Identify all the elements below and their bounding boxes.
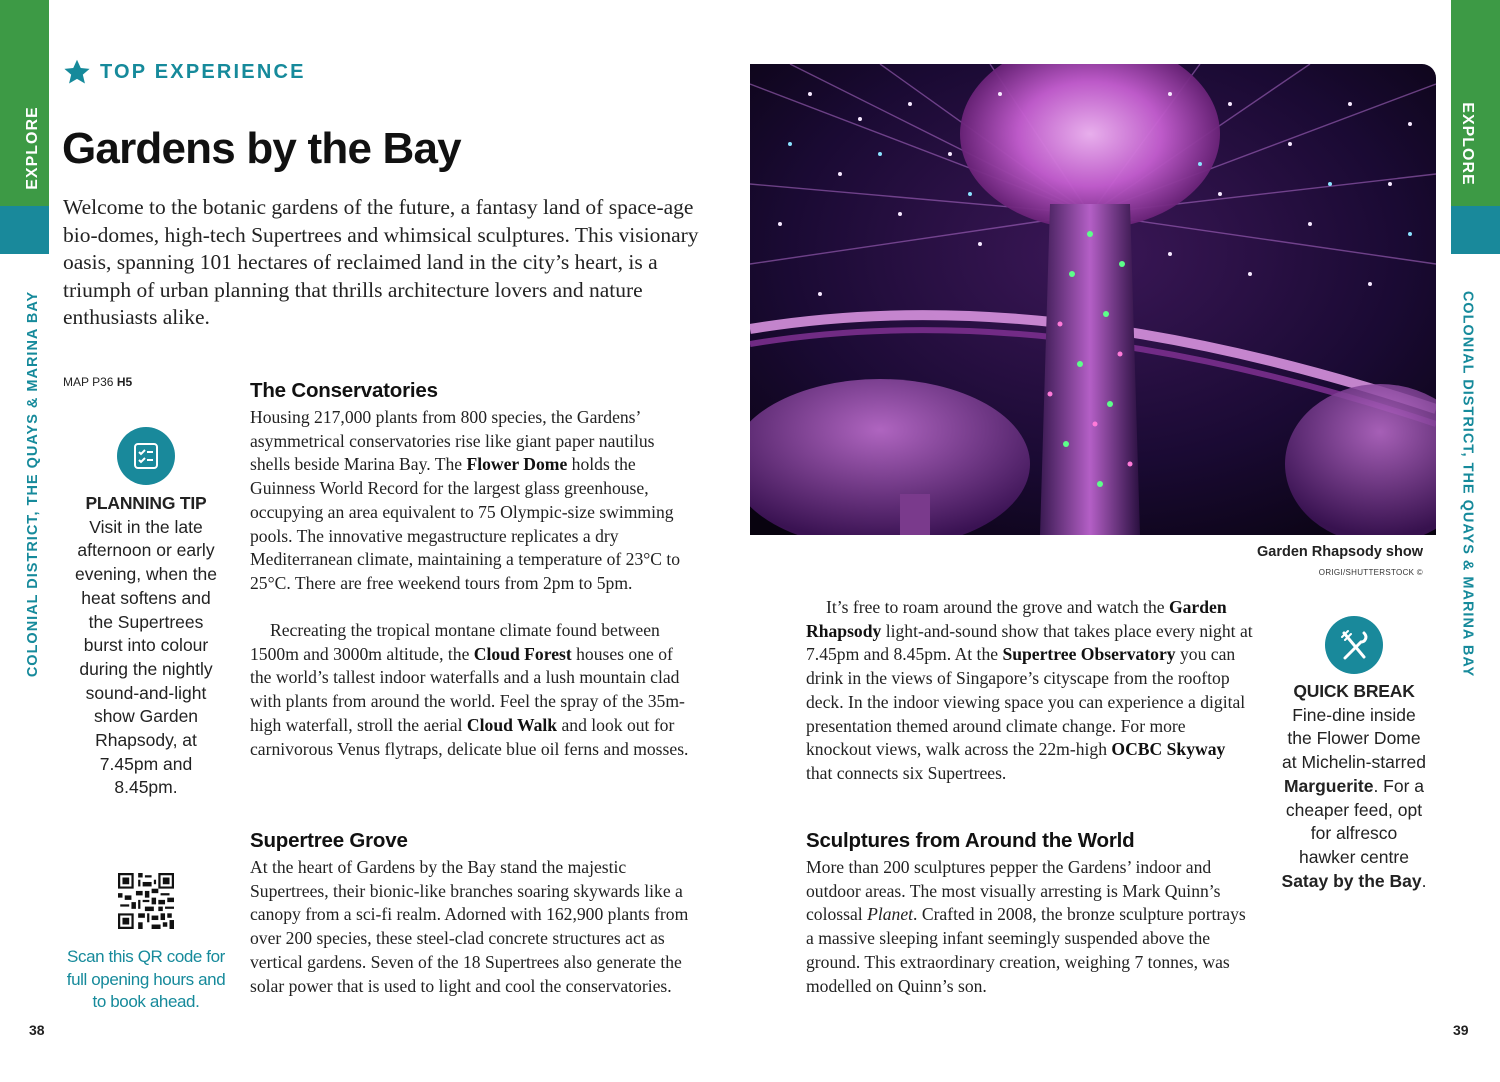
section-running-head-right: COLONIAL DISTRICT, THE QUAYS & MARINA BAY <box>1459 290 1476 678</box>
cutlery-icon <box>1325 616 1383 674</box>
supertree-observatory-term: Supertree Observatory <box>1002 644 1176 665</box>
explore-tab-label-right: EXPLORE <box>1459 102 1476 186</box>
cloud-forest-term: Cloud Forest <box>473 643 572 664</box>
supertree-grove-paragraph: At the heart of Gardens by the Bay stand the majestic Supertrees, their bionic-like branches soaring skywards like a canopy from a sci-fi realm. Adorned with 162,900 plants from over 200 species, these steel-clad concrete structures act as vertical gardens. Seven of the 18 Supertrees also generate the solar power that is used to light and cool the conservatories. <box>250 857 689 996</box>
quick-break-label: QUICK BREAK <box>1293 681 1415 701</box>
planet-title: Planet <box>867 904 914 925</box>
planning-tip-box <box>70 492 222 800</box>
section-running-head: COLONIAL DISTRICT, THE QUAYS & MARINA BAY <box>24 290 41 678</box>
page-number-right: 39 <box>1453 1022 1469 1038</box>
conservatories-paragraph-1: Housing 217,000 plants from 800 species, the Gardens’ asymmetrical conservatories rise like giant paper nautilus shells beside Marina Bay. The Flower Dome holds the Guinness World Record for the largest glass greenhouse, occupying an area equivalent to 75 Olympic-size swimming pools. The innovative megastructure replicates a dry Mediterranean climate, maintaining a temperature of 23°C to 25°C. There are free weekend tours from 2pm to 5pm. <box>250 407 681 593</box>
star-icon <box>62 58 92 86</box>
planning-tip-text: Visit in the late afternoon or early evening, when the heat softens and the Supertrees burst into colour during the nightly sound-and-light show Garden Rhapsody, at 7.45pm and 8.45pm. <box>74 516 218 798</box>
marguerite-term: Marguerite <box>1283 775 1374 796</box>
sculptures-heading: Sculptures from Around the World <box>806 829 1135 852</box>
intro-paragraph: Welcome to the botanic gardens of the future, a fantasy land of space-age bio-domes, high-tech Supertrees and whimsical sculptures. This visionary oasis, spanning 101 hectares of reclaimed land in the city’s heart, is a triumph of urban planning that thrills architecture lovers and nature enthusiasts alike. <box>63 195 699 330</box>
sculptures-paragraph: More than 200 sculptures pepper the Gardens’ indoor and outdoor areas. The most visually arresting is Mark Quinn’s colossal Planet. Crafted in 2008, the bronze sculpture portrays a massive sleeping infant seemingly suspended above the ground. This extraordinary creation, weighing 7 tonnes, was modelled on Quinn’s son. <box>806 857 1246 996</box>
page-title: Gardens by the Bay <box>62 124 461 173</box>
flower-dome-term: Flower Dome <box>466 454 568 475</box>
conservatories-paragraph-2: Recreating the tropical montane climate found between 1500m and 3000m altitude, the Cloud Forest houses one of the world’s tallest indoor waterfalls and a lush mountain clad with plants from around the world. Feel the spray of the 35m-high waterfall, stroll the aerial Cloud Walk and look out for carnivorous Venus flytraps, delicate blue oil ferns and mosses. <box>250 620 689 759</box>
ocbc-skyway-term: OCBC Skyway <box>1111 739 1226 760</box>
garden-rhapsody-photo <box>750 64 1436 535</box>
section-tab-marker-right <box>1451 206 1500 254</box>
photo-caption: Garden Rhapsody show <box>1257 544 1423 560</box>
planning-tip-label: PLANNING TIP <box>85 493 207 513</box>
page-number: 38 <box>29 1022 45 1038</box>
supertree-grove-continued: It’s free to roam around the grove and watch the Garden Rhapsody light-and-sound show that takes place every night at 7.45pm and 8.45pm. At the Supertree Observatory you can drink in the views of Singapore’s cityscape from the rooftop deck. In the indoor viewing space you can experience a digital presentation themed around climate change. For more knockout views, walk across the 22m-high OCBC Skyway that connects six Supertrees. <box>806 597 1253 783</box>
section-tab-marker <box>0 206 49 254</box>
supertree-grove-heading: Supertree Grove <box>250 829 408 852</box>
map-reference[interactable]: MAP P36 H5 <box>63 375 133 389</box>
checklist-icon <box>117 427 175 485</box>
garden-rhapsody-term: Garden Rhapsody <box>806 597 1227 641</box>
top-experience-kicker <box>62 58 306 86</box>
qr-code-icon[interactable] <box>118 873 174 929</box>
kicker-text: TOP EXPERIENCE <box>100 60 306 83</box>
qr-instructions: Scan this QR code for full opening hours and to book ahead. <box>66 947 226 1011</box>
satay-by-the-bay-term: Satay by the Bay <box>1281 870 1422 891</box>
photo-credit: ORIGI/SHUTTERSTOCK © <box>1318 568 1423 577</box>
conservatories-heading: The Conservatories <box>250 379 438 402</box>
quick-break-box: QUICK BREAK Fine-dine inside the Flower Dome at Michelin-starred Marguerite. For a cheaper feed, opt for alfresco hawker centre Satay by the Bay. <box>1281 681 1427 891</box>
explore-tab-label: EXPLORE <box>24 106 41 190</box>
cloud-walk-term: Cloud Walk <box>466 714 558 735</box>
